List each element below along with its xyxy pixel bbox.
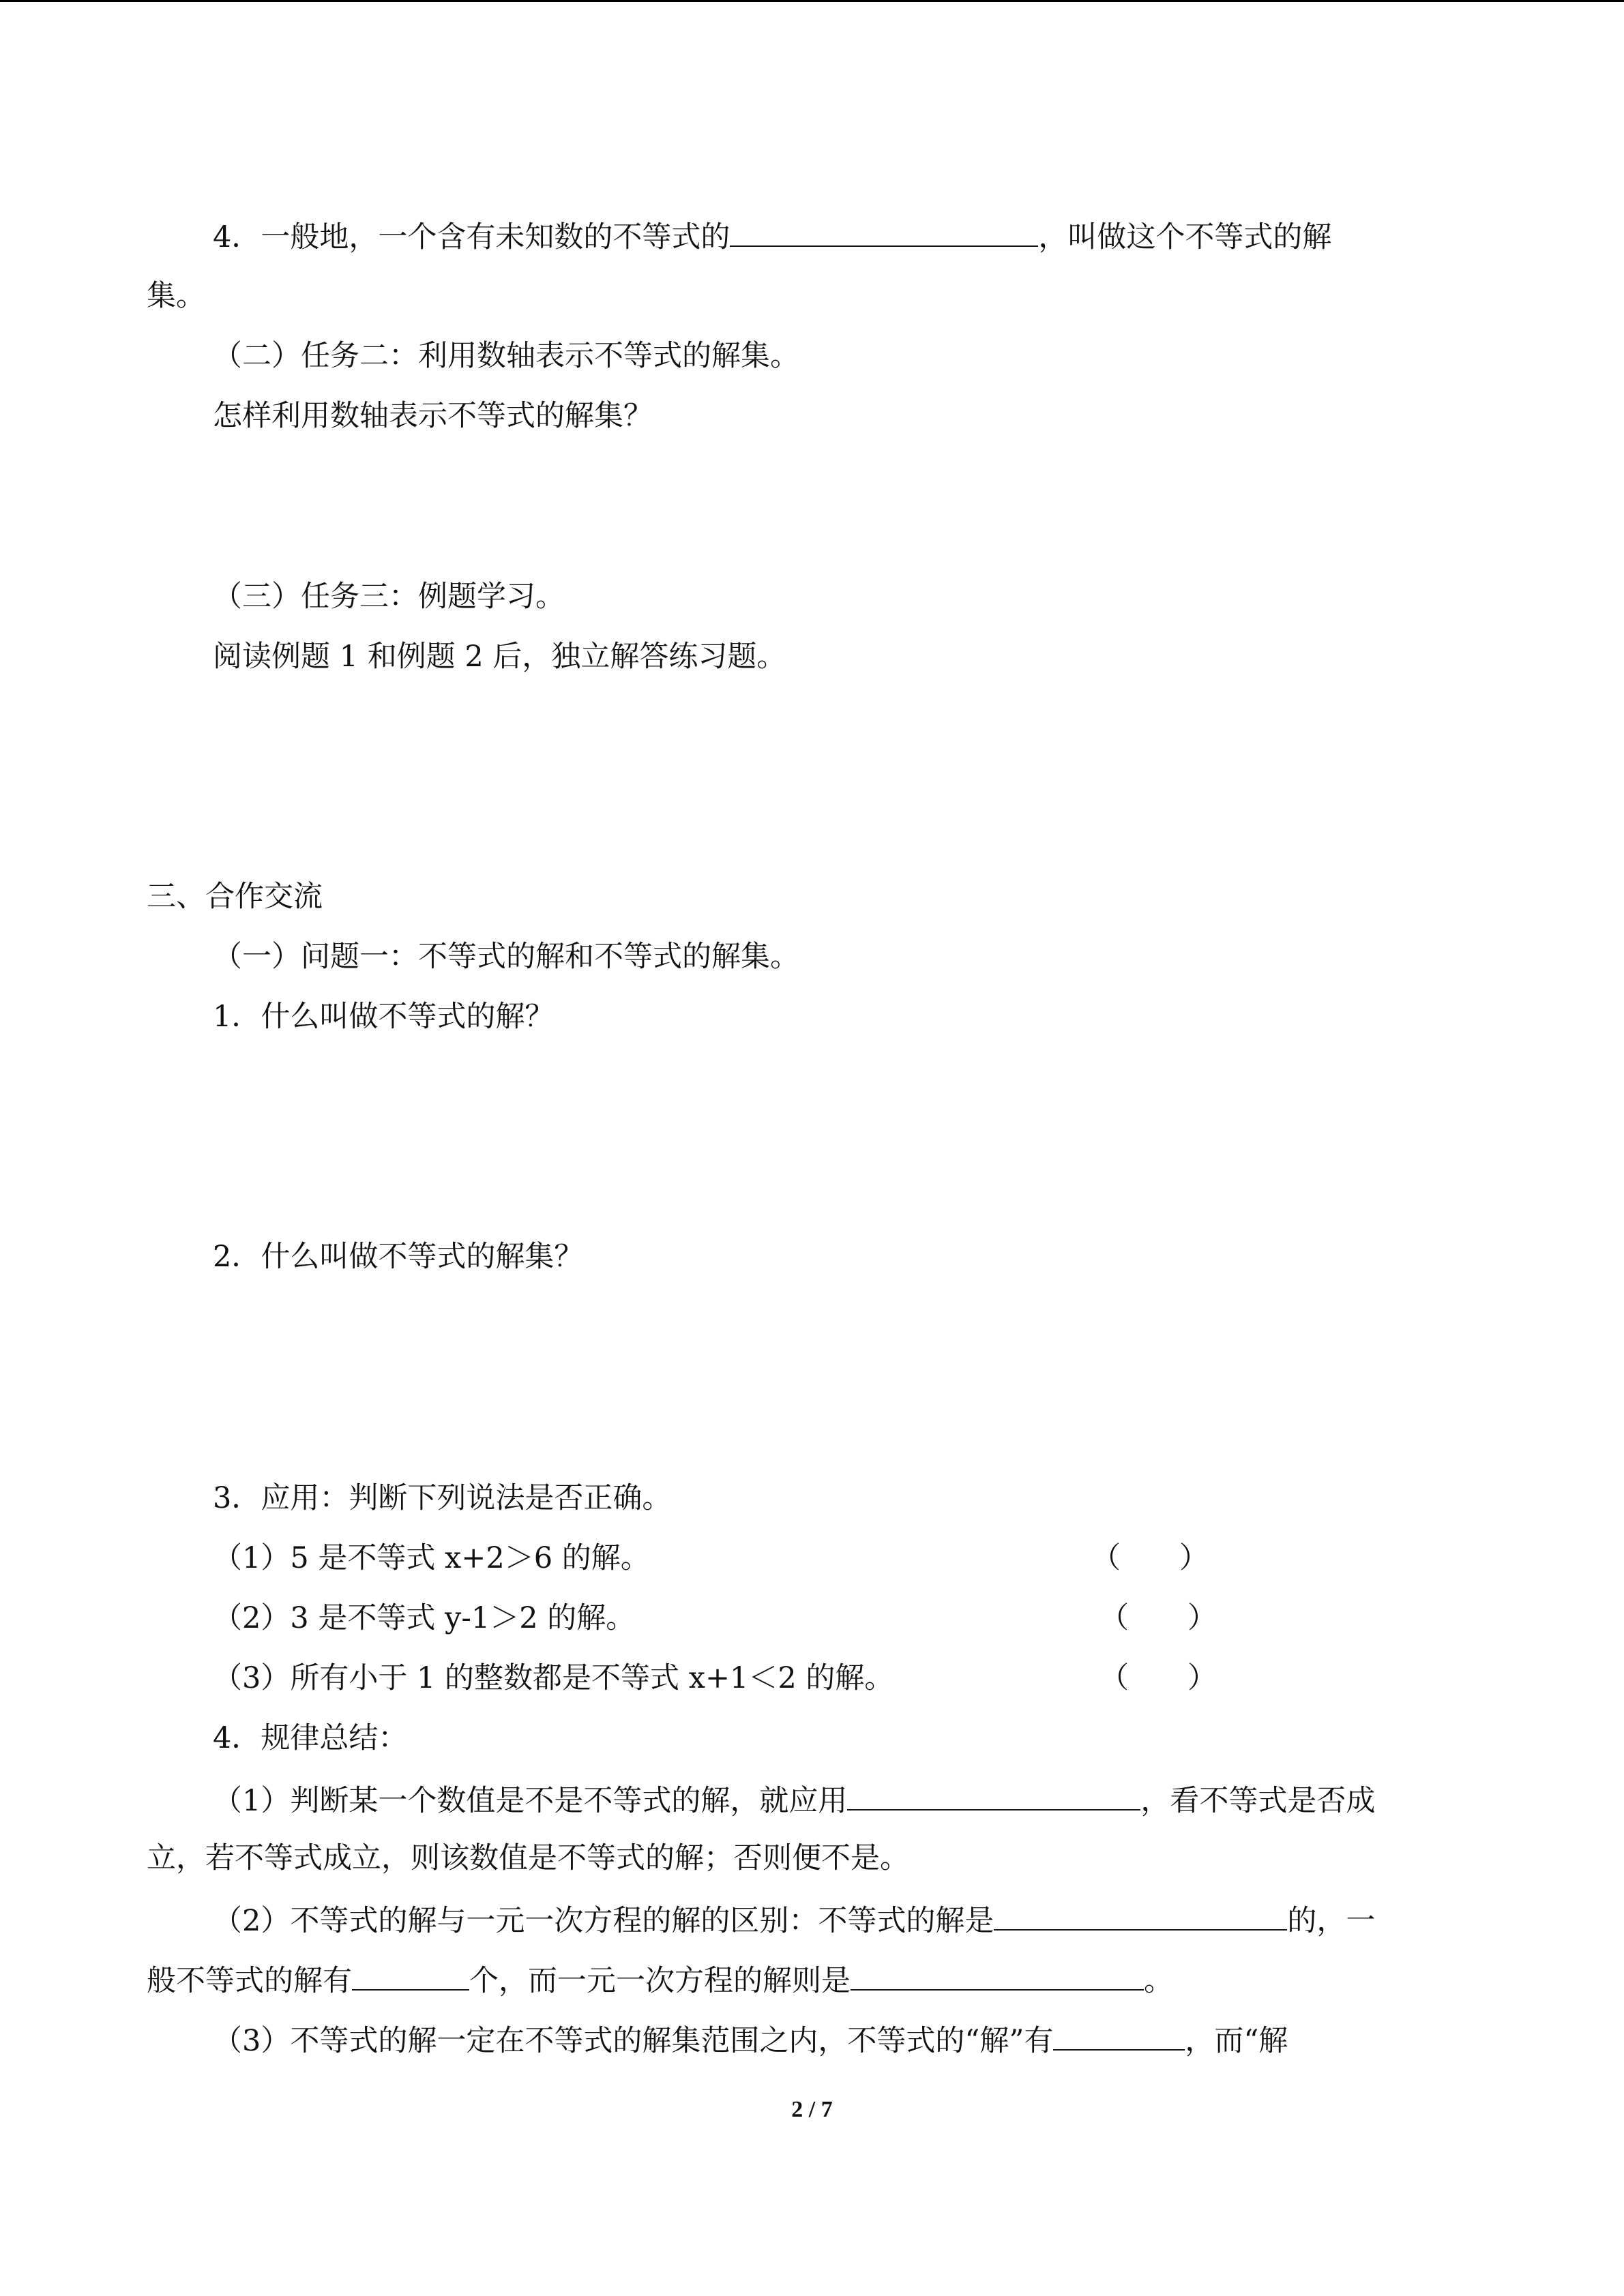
- rule-1: [213, 1778, 1375, 1821]
- judge-item-3: （3）所有小于 1 的整数都是不等式 x+1＜2 的解。: [213, 1661, 894, 1695]
- judge-item-1: （1）5 是不等式 x+2＞6 的解。: [213, 1541, 650, 1575]
- part-3-title: 三、合作交流: [147, 880, 323, 914]
- rule-3-text-after: ，而“解: [1185, 2024, 1288, 2058]
- rule-2-cont-a: 般不等式的解有: [147, 1964, 352, 1998]
- rule-2-text-after: 的，一: [1287, 1904, 1376, 1938]
- judge-answer-3[interactable]: （ ）: [1099, 1661, 1217, 1695]
- rule-1-text-after: ，看不等式是否成: [1140, 1784, 1376, 1818]
- task-3-text: 阅读例题 1 和例题 2 后，独立解答练习题。: [213, 640, 786, 674]
- question-4-continuation: 集。: [147, 279, 205, 313]
- rule-2: [213, 1898, 1375, 1941]
- question-4-definition: [213, 214, 1331, 258]
- task-2-title: （二）任务二：利用数轴表示不等式的解集。: [213, 339, 799, 373]
- answer-blank[interactable]: [352, 1958, 469, 1991]
- question-3: 3．应用：判断下列说法是否正确。: [213, 1481, 672, 1515]
- question-1: 1．什么叫做不等式的解？: [213, 1000, 555, 1034]
- page-number: 2 / 7: [791, 2097, 833, 2122]
- question-2: 2．什么叫做不等式的解集？: [213, 1240, 584, 1274]
- task-3-title: （三）任务三：例题学习。: [213, 580, 565, 614]
- rule-2-continuation: [147, 1958, 1173, 2001]
- problem-1-title: （一）问题一：不等式的解和不等式的解集。: [213, 940, 799, 974]
- rule-3: [213, 2018, 1288, 2061]
- judge-item-2: （2）3 是不等式 y-1＞2 的解。: [213, 1601, 636, 1635]
- task-2-question: 怎样利用数轴表示不等式的解集？: [213, 399, 653, 433]
- rule-3-text-before: （3）不等式的解一定在不等式的解集范围之内，不等式的“解”有: [213, 2024, 1054, 2058]
- answer-blank[interactable]: [847, 1778, 1140, 1810]
- answer-blank[interactable]: [1053, 2018, 1185, 2051]
- judge-answer-1[interactable]: （ ）: [1091, 1541, 1209, 1575]
- question-4-text-after: ，叫做这个不等式的解: [1038, 220, 1332, 254]
- answer-blank[interactable]: [994, 1898, 1287, 1930]
- question-4-text-before: 4．一般地，一个含有未知数的不等式的: [213, 220, 730, 254]
- rule-1-continuation: 立，若不等式成立，则该数值是不等式的解；否则便不是。: [147, 1841, 909, 1875]
- rule-2-text-before: （2）不等式的解与一元一次方程的解的区别：不等式的解是: [213, 1904, 994, 1938]
- answer-blank[interactable]: [851, 1958, 1144, 1991]
- rule-2-cont-c: 。: [1144, 1964, 1173, 1998]
- answer-blank[interactable]: [730, 214, 1038, 247]
- rule-2-cont-b: 个，而一元一次方程的解则是: [469, 1964, 851, 1998]
- rule-1-text-before: （1）判断某一个数值是不是不等式的解，就应用: [213, 1784, 848, 1818]
- page-top-border: [0, 0, 1624, 2]
- question-4-summary: 4．规律总结：: [213, 1721, 408, 1755]
- judge-answer-2[interactable]: （ ）: [1099, 1601, 1217, 1635]
